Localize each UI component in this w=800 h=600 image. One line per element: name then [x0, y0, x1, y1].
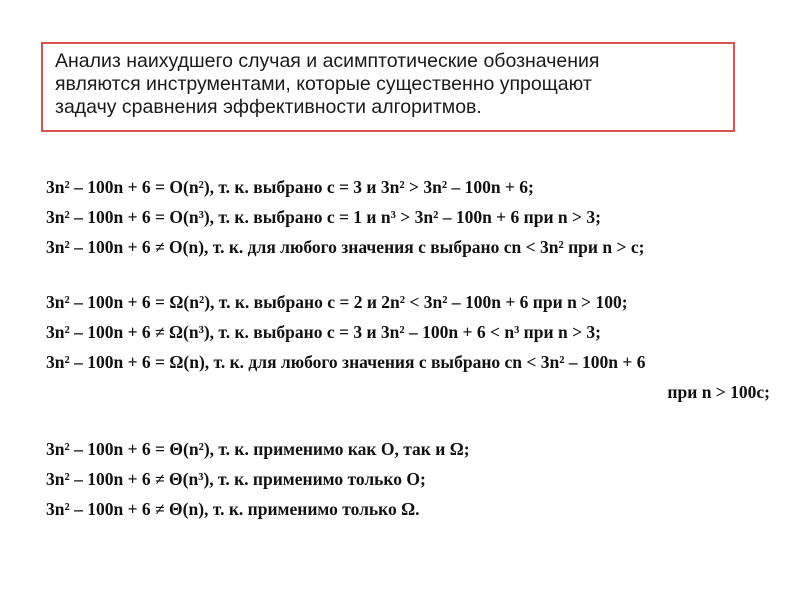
- summary-note-line-3: задачу сравнения эффективности алгоритмов.: [55, 96, 482, 118]
- big-omega-example-3-continuation: при n > 100c;: [667, 382, 770, 402]
- summary-note-line-2: являются инструментами, которые существенно упрощают: [55, 73, 592, 95]
- big-theta-example-3: 3n² – 100n + 6 ≠ Θ(n), т. к. применимо только Ω.: [46, 499, 420, 519]
- big-o-example-1: 3n² – 100n + 6 = O(n²), т. к. выбрано c = 3 и 3n² > 3n² – 100n + 6;: [46, 177, 534, 197]
- group-divider-space: [46, 262, 776, 287]
- big-theta-example-2: 3n² – 100n + 6 ≠ Θ(n³), т. к. применимо только O;: [46, 469, 426, 489]
- asymptotic-examples: [46, 172, 776, 524]
- summary-note-box: [41, 42, 735, 132]
- summary-note-line-1: Анализ наихудшего случая и асимптотические обозначения: [55, 50, 600, 72]
- big-omega-example-2: 3n² – 100n + 6 ≠ Ω(n³), т. к. выбрано c = 3 и 3n² – 100n + 6 < n³ при n > 3;: [46, 322, 601, 342]
- group-divider-space: [46, 407, 776, 434]
- big-theta-example-1: 3n² – 100n + 6 = Θ(n²), т. к. применимо как O, так и Ω;: [46, 439, 470, 459]
- big-o-example-3: 3n² – 100n + 6 ≠ O(n), т. к. для любого значения c выбрано cn < 3n² при n > c;: [46, 237, 645, 257]
- big-o-example-2: 3n² – 100n + 6 = O(n³), т. к. выбрано c = 1 и n³ > 3n² – 100n + 6 при n > 3;: [46, 207, 601, 227]
- big-omega-example-1: 3n² – 100n + 6 = Ω(n²), т. к. выбрано c = 2 и 2n² < 3n² – 100n + 6 при n > 100;: [46, 292, 628, 312]
- big-omega-example-3: 3n² – 100n + 6 = Ω(n), т. к. для любого значения c выбрано cn < 3n² – 100n + 6: [46, 352, 646, 372]
